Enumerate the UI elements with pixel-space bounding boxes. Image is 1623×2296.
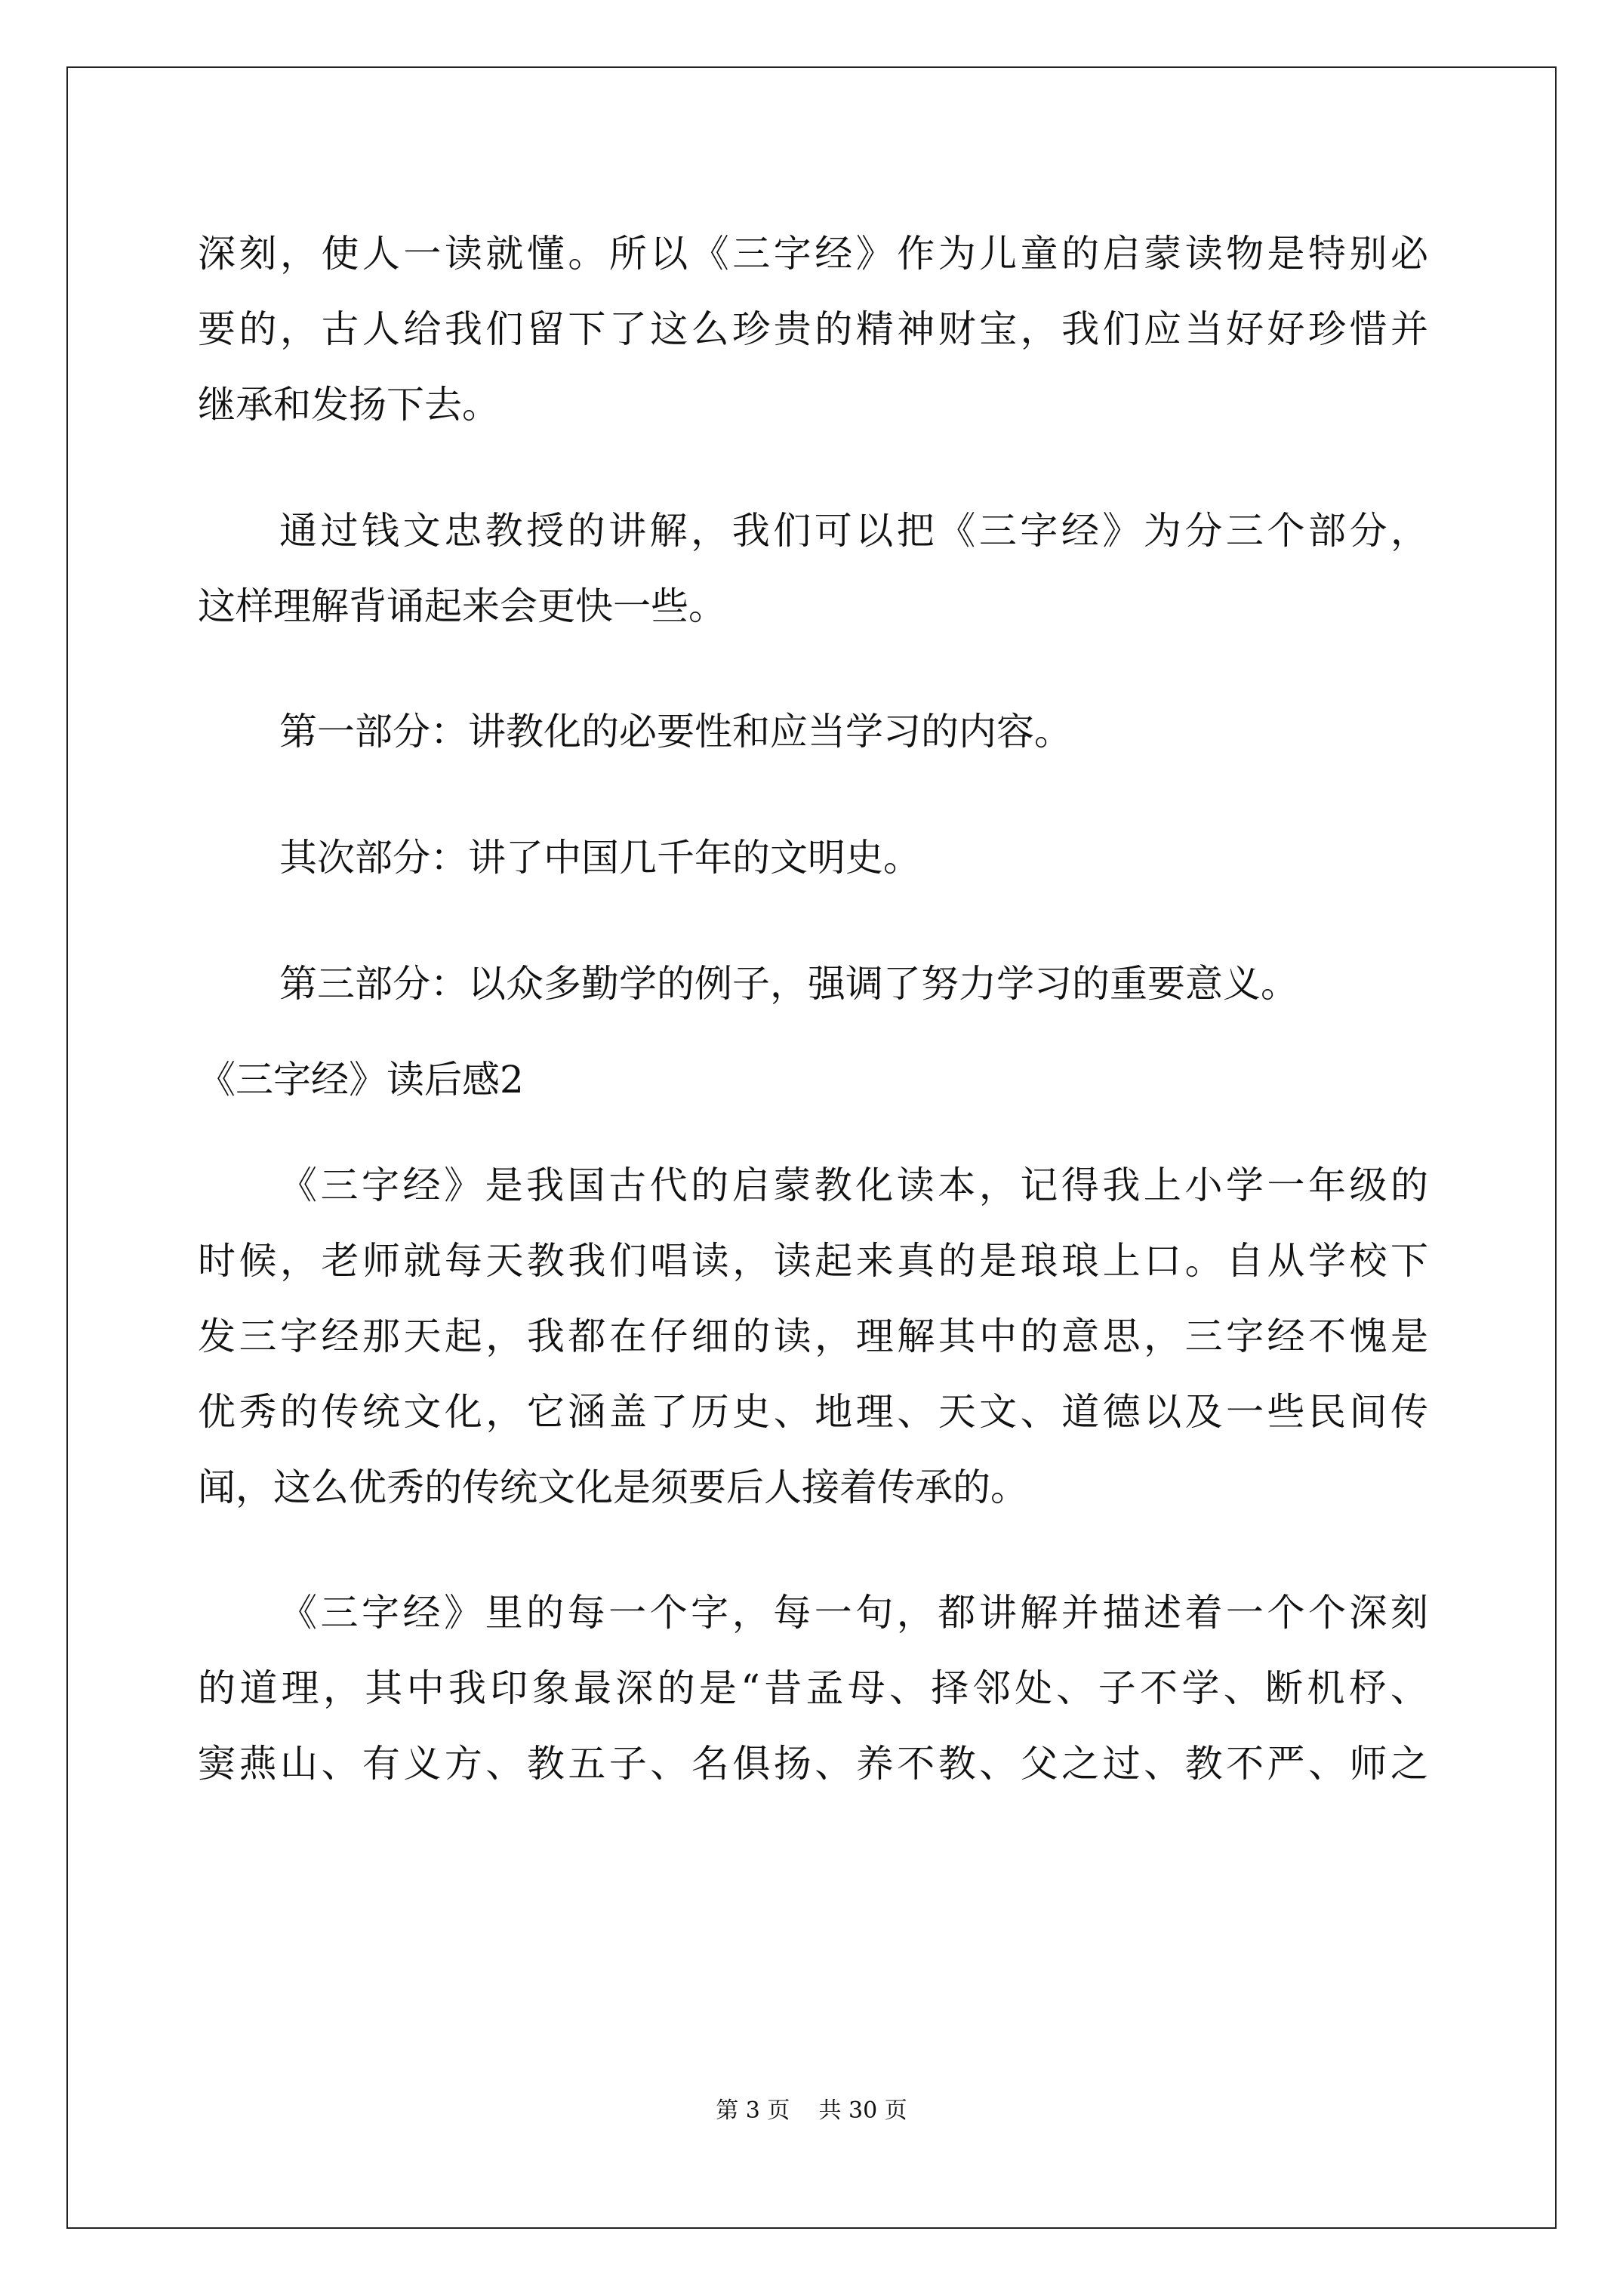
body-line: 深刻，使人一读就懂。所以《三字经》作为儿童的启蒙读物是特别必 <box>198 232 1428 276</box>
body-line: 《三字经》是我国古代的启蒙教化读本，记得我上小学一年级的 <box>279 1163 1428 1207</box>
body-line: 其次部分：讲了中国几千年的文明史。 <box>279 836 921 880</box>
body-line: 《三字经》里的每一个字，每一句，都讲解并描述着一个个深刻 <box>279 1591 1428 1635</box>
body-line: 的道理，其中我印象最深的是“昔孟母、择邻处、子不学、断机杼、 <box>198 1666 1428 1710</box>
body-line: 闻，这么优秀的传统文化是须要后人接着传承的。 <box>198 1465 1028 1509</box>
body-line: 窦燕山、有义方、教五子、名俱扬、养不教、父之过、教不严、师之 <box>198 1742 1428 1786</box>
body-line: 发三字经那天起，我都在仔细的读，理解其中的意思，三字经不愧是 <box>198 1314 1428 1358</box>
body-line: 要的，古人给我们留下了这么珍贵的精神财宝，我们应当好好珍惜并 <box>198 307 1428 351</box>
section-heading: 《三字经》读后感2 <box>198 1058 524 1102</box>
body-line: 第一部分：讲教化的必要性和应当学习的内容。 <box>279 710 1072 754</box>
body-line: 通过钱文忠教授的讲解，我们可以把《三字经》为分三个部分， <box>279 509 1428 553</box>
body-line: 时候，老师就每天教我们唱读，读起来真的是琅琅上口。自从学校下 <box>198 1239 1428 1283</box>
body-line: 第三部分：以众多勤学的例子，强调了努力学习的重要意义。 <box>279 962 1298 1006</box>
body-line: 继承和发扬下去。 <box>198 383 500 427</box>
body-line: 优秀的传统文化，它涵盖了历史、地理、天文、道德以及一些民间传 <box>198 1390 1428 1434</box>
page-footer: 第 3 页 共 30 页 <box>716 2097 907 2124</box>
body-line: 这样理解背诵起来会更快一些。 <box>198 584 726 628</box>
